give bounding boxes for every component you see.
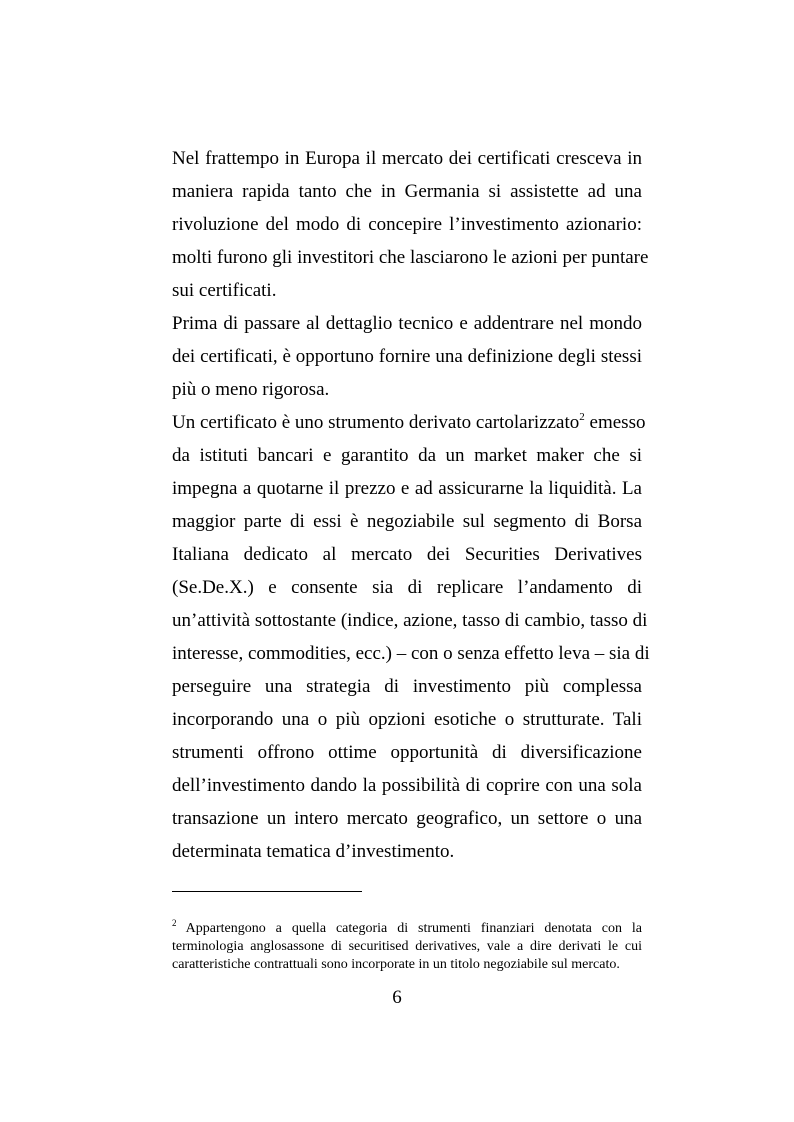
body-line-20: dell’investimento dando la possibilità di coprire con una sola bbox=[172, 775, 642, 796]
footnote-reference: 2 bbox=[579, 411, 585, 423]
body-line-8: più o meno rigorosa. bbox=[172, 379, 330, 400]
body-line-9 bbox=[172, 411, 646, 434]
footnote-line-1-text: Appartengono a quella categoria di strumenti finanziari denotata con la bbox=[176, 921, 642, 936]
body-line-6: Prima di passare al dettaglio tecnico e addentrare nel mondo bbox=[172, 313, 642, 334]
body-line-9-text: Un certificato è uno strumento derivato cartolarizzato bbox=[172, 412, 580, 433]
body-line-17: perseguire una strategia di investimento più complessa bbox=[172, 676, 642, 697]
body-line-18: incorporando una o più opzioni esotiche o strutturate. Tali bbox=[172, 709, 642, 730]
body-line-11: impegna a quotarne il prezzo e ad assicurarne la liquidità. La bbox=[172, 478, 642, 499]
body-line-14: (Se.De.X.) e consente sia di replicare l’andamento di bbox=[172, 577, 642, 598]
body-line-1: Nel frattempo in Europa il mercato dei certificati cresceva in bbox=[172, 148, 642, 169]
body-line-5: sui certificati. bbox=[172, 280, 277, 301]
page-number: 6 bbox=[392, 987, 402, 1008]
body-line-10: da istituti bancari e garantito da un market maker che si bbox=[172, 445, 642, 466]
body-line-9-tail: emesso bbox=[584, 412, 646, 433]
footnote-line-2: terminologia anglosassone di securitised derivatives, vale a dire derivati le cui bbox=[172, 939, 642, 954]
body-line-15: un’attività sottostante (indice, azione, tasso di cambio, tasso di bbox=[172, 610, 648, 631]
body-line-7: dei certificati, è opportuno fornire una definizione degli stessi bbox=[172, 346, 642, 367]
body-line-19: strumenti offrono ottime opportunità di diversificazione bbox=[172, 742, 642, 763]
body-line-12: maggior parte di essi è negoziabile sul segmento di Borsa bbox=[172, 511, 642, 532]
body-line-4: molti furono gli investitori che lasciarono le azioni per puntare bbox=[172, 247, 649, 268]
body-line-21: transazione un intero mercato geografico, un settore o una bbox=[172, 808, 642, 829]
footnote-marker: 2 bbox=[172, 918, 177, 928]
body-line-3: rivoluzione del modo di concepire l’investimento azionario: bbox=[172, 214, 642, 235]
footnote-line-1 bbox=[172, 920, 642, 937]
footnote-separator bbox=[172, 891, 362, 892]
body-line-2: maniera rapida tanto che in Germania si assistette ad una bbox=[172, 181, 642, 202]
body-line-13: Italiana dedicato al mercato dei Securities Derivatives bbox=[172, 544, 642, 565]
body-line-22: determinata tematica d’investimento. bbox=[172, 841, 455, 862]
footnote-line-3: caratteristiche contrattuali sono incorporate in un titolo negoziabile sul mercato. bbox=[172, 957, 620, 972]
body-line-16: interesse, commodities, ecc.) – con o senza effetto leva – sia di bbox=[172, 643, 650, 664]
